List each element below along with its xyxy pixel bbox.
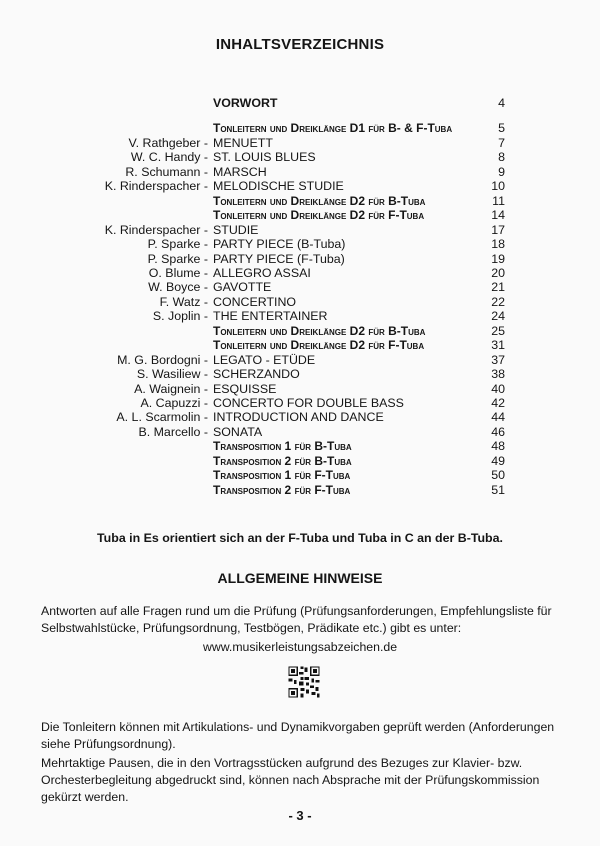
toc-page-number: 17 — [491, 222, 505, 237]
toc-page-number: 51 — [491, 482, 505, 497]
qr-code-icon — [287, 665, 321, 699]
toc-entry — [0, 179, 600, 194]
toc-entry — [0, 483, 600, 498]
toc-page-number: 38 — [491, 367, 505, 382]
toc-entry — [0, 208, 600, 223]
toc-title: PARTY PIECE (F-Tuba) — [213, 251, 345, 266]
toc-page-number: 4 — [498, 96, 505, 110]
toc-title: MELODISCHE STUDIE — [213, 179, 344, 194]
toc-page-number: 22 — [491, 294, 505, 309]
page-title: INHALTSVERZEICHNIS — [215, 36, 385, 53]
toc-entry — [0, 410, 600, 425]
toc-title: Tonleitern und Dreiklänge D2 für F-Tuba — [213, 208, 425, 223]
toc-composer: P. Sparke - — [147, 251, 208, 266]
toc-entry — [0, 396, 600, 411]
toc-entry — [0, 194, 600, 209]
toc-page-number: 40 — [491, 381, 505, 396]
toc-entry — [0, 280, 600, 295]
toc-composer: S. Wasiliew - — [136, 367, 208, 382]
toc-title: VORWORT — [213, 96, 278, 110]
toc-composer: W. C. Handy - — [130, 150, 208, 165]
toc-entry — [0, 382, 600, 397]
toc-title: ALLEGRO ASSAI — [213, 265, 311, 280]
toc-title: PARTY PIECE (B-Tuba) — [213, 237, 346, 252]
toc-title: Tonleitern und Dreiklänge D1 für B- & F-Tuba — [213, 121, 453, 136]
toc-entry — [0, 454, 600, 469]
toc-title: Transposition 1 für B-Tuba — [213, 439, 352, 454]
toc-composer: K. Rinderspacher - — [104, 222, 208, 237]
toc-title: INTRODUCTION AND DANCE — [213, 410, 384, 425]
toc-page-number: 7 — [498, 135, 505, 150]
toc-entry — [0, 266, 600, 281]
page-number: - 3 - — [288, 808, 312, 823]
toc-entry — [0, 252, 600, 267]
toc-composer: O. Blume - — [148, 265, 208, 280]
toc-title: Transposition 2 für F-Tuba — [213, 482, 351, 497]
toc-title: CONCERTINO — [213, 294, 297, 309]
toc-entry — [0, 96, 600, 111]
toc-entry — [0, 309, 600, 324]
toc-entry — [0, 136, 600, 151]
toc-page-number: 5 — [498, 121, 505, 136]
toc-title: THE ENTERTAINER — [213, 309, 328, 324]
toc-composer: M. G. Bordogni - — [117, 352, 208, 367]
toc-title: Tonleitern und Dreiklänge D2 für B-Tuba — [213, 193, 426, 208]
toc-title: Transposition 1 für F-Tuba — [213, 468, 351, 483]
toc-title: LEGATO - ETÜDE — [213, 352, 316, 367]
toc-entry — [0, 439, 600, 454]
toc-title: MENUETT — [213, 135, 273, 150]
toc-title: Tonleitern und Dreiklänge D2 für B-Tuba — [213, 323, 426, 338]
toc-title: SCHERZANDO — [213, 367, 300, 382]
toc-entry — [0, 295, 600, 310]
paragraph-questions: Antworten auf alle Fragen rund um die Prüfung (Prüfungsanforderungen, Empfehlungsliste für Selbstwahlstücke, Prüfungsordnung, Testbögen, Prädikate etc.) gibt es unter: — [41, 604, 552, 635]
toc-entry — [0, 468, 600, 483]
toc-page-number: 25 — [491, 323, 505, 338]
toc-page-number: 31 — [491, 338, 505, 353]
toc-title: SONATA — [213, 424, 263, 439]
toc-entry — [0, 367, 600, 382]
toc-title: GAVOTTE — [213, 280, 272, 295]
toc-title: Transposition 2 für B-Tuba — [213, 453, 352, 468]
website-link[interactable]: www.musikerleistungsabzeichen.de — [202, 640, 398, 654]
toc-page-number: 42 — [491, 396, 505, 410]
toc-entry — [0, 425, 600, 440]
toc-page-number: 49 — [491, 453, 505, 468]
toc-composer: W. Boyce - — [148, 280, 208, 295]
toc-composer: P. Sparke - — [147, 237, 208, 252]
toc-composer: A. Capuzzi - — [140, 396, 208, 410]
toc-page-number: 46 — [491, 424, 505, 439]
toc-page-number: 8 — [498, 150, 505, 165]
toc-title: ST. LOUIS BLUES — [213, 150, 316, 165]
toc-title: CONCERTO FOR DOUBLE BASS — [213, 396, 404, 410]
toc-title: STUDIE — [213, 222, 259, 237]
toc-composer: A. Waignein - — [134, 381, 208, 396]
toc-page-number: 44 — [491, 410, 505, 425]
toc-page-number: 50 — [491, 468, 505, 483]
toc-entry — [0, 121, 600, 136]
toc-entry — [0, 324, 600, 339]
paragraph-rests: Mehrtaktige Pausen, die in den Vortragsstücken aufgrund des Bezuges zur Klavier- bzw. Orchesterbegleitung abgedruckt sind, können nach Absprache mit der Prüfungskommission gekürzt werden. — [41, 756, 540, 804]
toc-entry — [0, 237, 600, 252]
tuba-note: Tuba in Es orientiert sich an der F-Tuba und Tuba in C an der B-Tuba. — [97, 531, 503, 545]
toc-page-number: 21 — [491, 280, 505, 295]
toc-entry — [0, 353, 600, 368]
toc-page-number: 11 — [492, 193, 505, 208]
toc-page-number: 18 — [491, 237, 505, 252]
toc-page-number: 20 — [491, 265, 505, 280]
toc-composer: R. Schumann - — [125, 164, 208, 179]
toc-page-number: 24 — [491, 309, 505, 324]
toc-entry — [0, 165, 600, 180]
paragraph-scales: Die Tonleitern können mit Artikulations- und Dynamikvorgaben geprüft werden (Anforderungen siehe Prüfungsordnung). — [41, 720, 555, 751]
toc-page-number: 48 — [491, 439, 505, 454]
toc-composer: V. Rathgeber - — [128, 135, 208, 150]
toc-page-number: 19 — [491, 251, 505, 266]
toc-title: ESQUISSE — [213, 381, 277, 396]
toc-composer: K. Rinderspacher - — [104, 179, 208, 194]
toc-composer: A. L. Scarmolin - — [116, 410, 208, 425]
toc-composer: F. Watz - — [159, 294, 208, 309]
toc-title: Tonleitern und Dreiklänge D2 für F-Tuba — [213, 338, 425, 353]
toc-page-number: 9 — [498, 164, 505, 179]
toc-composer: B. Marcello - — [138, 424, 208, 439]
toc-composer: S. Joplin - — [152, 309, 208, 324]
toc-page-number: 14 — [491, 208, 505, 223]
toc-entry — [0, 338, 600, 353]
section-title: ALLGEMEINE HINWEISE — [217, 570, 383, 586]
toc-entry — [0, 150, 600, 165]
toc-entry — [0, 223, 600, 238]
toc-page-number: 10 — [491, 179, 505, 194]
toc-page-number: 37 — [491, 352, 505, 367]
toc-title: MARSCH — [213, 164, 267, 179]
